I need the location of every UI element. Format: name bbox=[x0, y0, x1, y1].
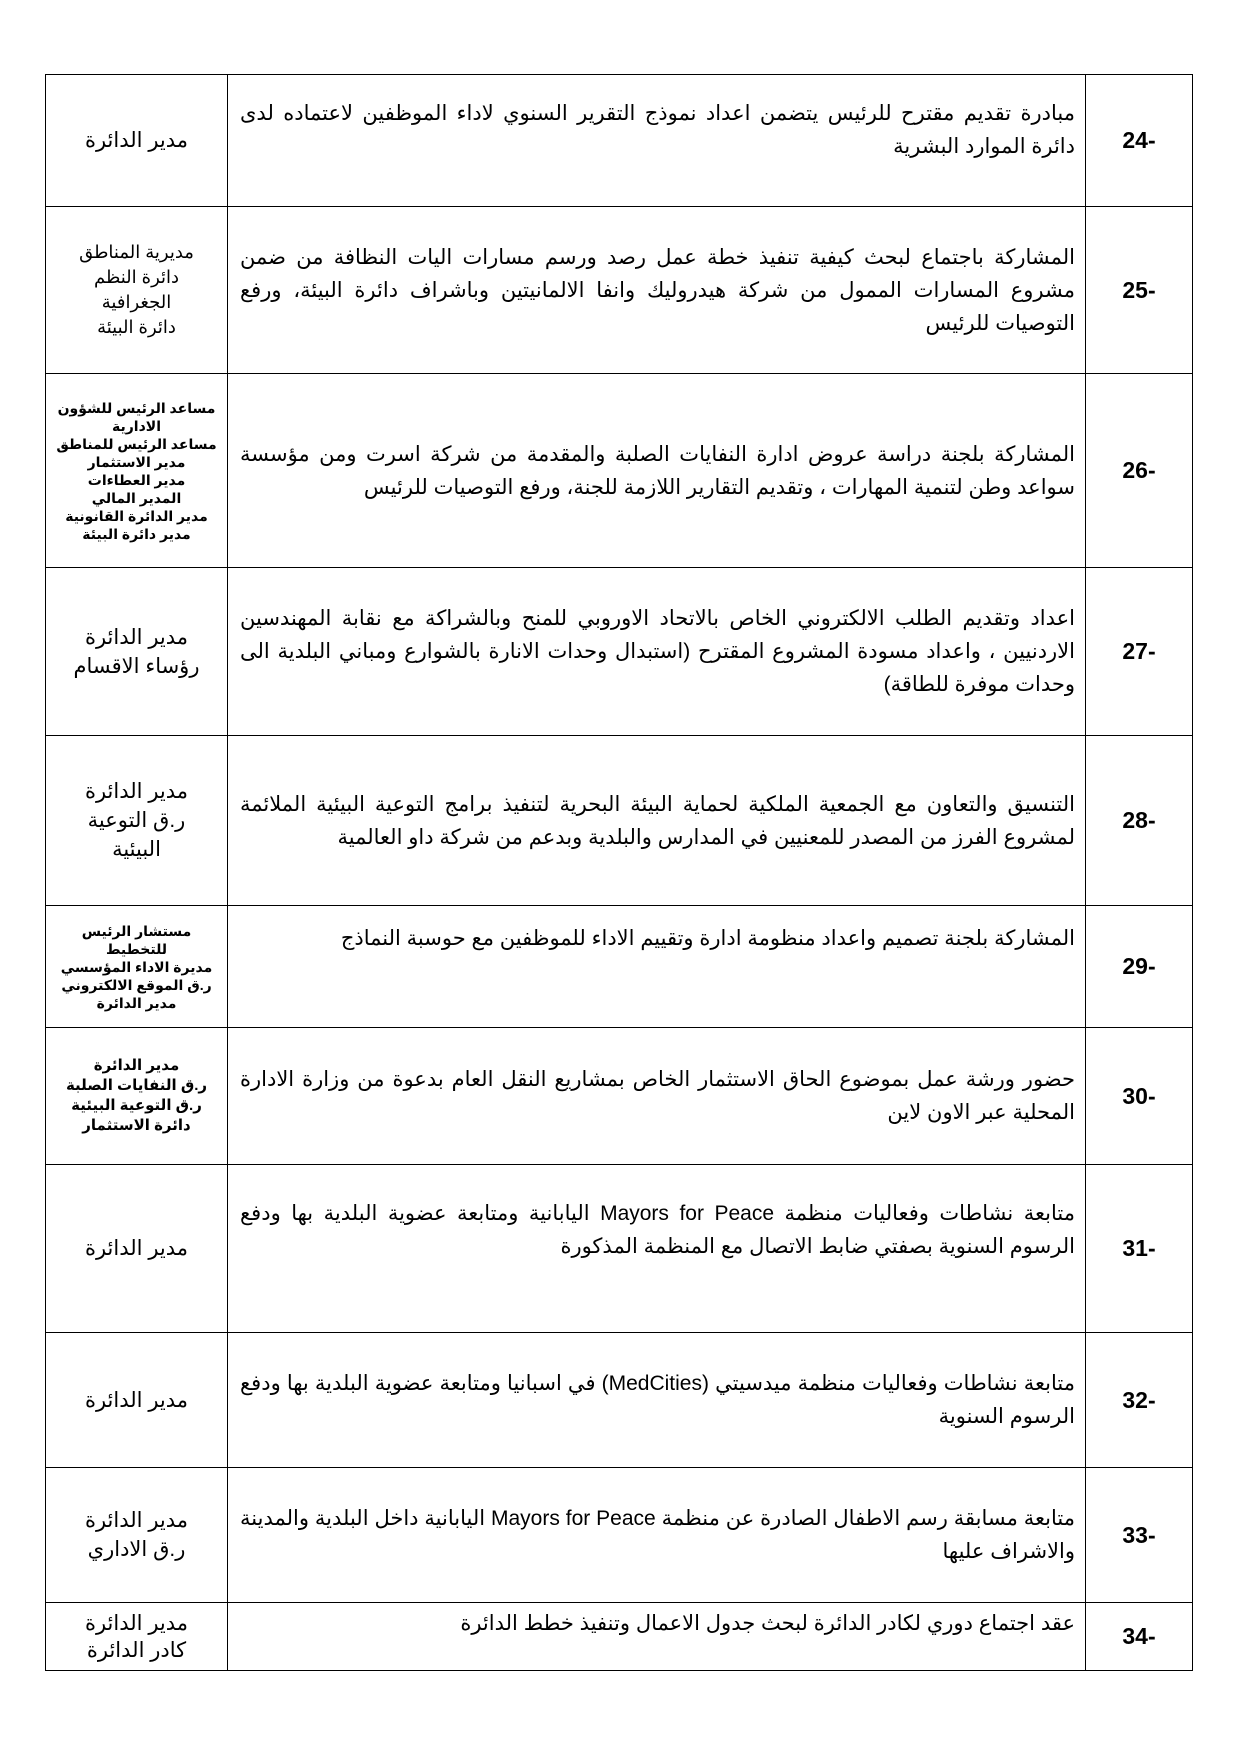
task-number: 34- bbox=[1086, 1603, 1193, 1671]
task-number: 31- bbox=[1086, 1165, 1193, 1333]
owner-line: ر.ق التوعية البيئية bbox=[71, 1097, 202, 1114]
table-row bbox=[46, 1603, 1193, 1671]
task-number: 24- bbox=[1086, 75, 1193, 207]
tasks-table bbox=[45, 74, 1193, 1671]
owner-line: مدير الدائرة bbox=[93, 1057, 180, 1074]
table-row bbox=[46, 1468, 1193, 1603]
owner-line: مديرية المناطق bbox=[79, 242, 194, 262]
responsible-cell bbox=[46, 1333, 228, 1468]
task-description: المشاركة بلجنة دراسة عروض ادارة النفايات الصلبة والمقدمة من شركة اسرت ومن مؤسسة سواعد وطن لتنمية المهارات ، وتقديم التقارير اللازمة للجنة، ورفع التوصيات للرئيس bbox=[228, 374, 1086, 568]
owner-line: مدير الدائرة bbox=[84, 1509, 189, 1532]
owner-line: دائرة الاستثمار bbox=[82, 1117, 191, 1134]
owner-line: ر.ق التوعية bbox=[87, 809, 186, 832]
owner-line: ر.ق الموقع الالكتروني bbox=[61, 976, 212, 993]
table-row bbox=[46, 1333, 1193, 1468]
owner-line: ر.ق النفايات الصلبة bbox=[65, 1077, 208, 1094]
responsible-cell bbox=[46, 1165, 228, 1333]
table-row bbox=[46, 374, 1193, 568]
owner-line: مديرة الاداء المؤسسي bbox=[60, 958, 213, 975]
owner-line: مدير الدائرة القانونية bbox=[65, 507, 208, 524]
table-row bbox=[46, 1028, 1193, 1165]
task-description: عقد اجتماع دوري لكادر الدائرة لبحث جدول الاعمال وتنفيذ خطط الدائرة bbox=[228, 1603, 1086, 1671]
task-number: 33- bbox=[1086, 1468, 1193, 1603]
owner-line: مدير دائرة البيئة bbox=[82, 525, 191, 542]
task-description: اعداد وتقديم الطلب الالكتروني الخاص بالاتحاد الاوروبي للمنح وبالشراكة مع نقابة المهندسين الاردنيين ، واعداد مسودة المشروع المقترح (استبدال وحدات الانارة بالشوارع ومباني البلدية الى وحدات موفرة للطاقة) bbox=[228, 568, 1086, 736]
owner-line: دائرة النظم bbox=[93, 267, 180, 287]
table-row bbox=[46, 1165, 1193, 1333]
owner-line: ر.ق الاداري bbox=[87, 1538, 186, 1561]
responsible-cell bbox=[46, 1603, 228, 1671]
task-description: التنسيق والتعاون مع الجمعية الملكية لحماية البيئة البحرية لتنفيذ برامج التوعية البيئية الملائمة لمشروع الفرز من المصدر للمعنيين في المدارس والبلدية وبدعم من شركة داو العالمية bbox=[228, 736, 1086, 906]
table-row bbox=[46, 736, 1193, 906]
owner-line: الجغرافية bbox=[101, 292, 172, 312]
task-number: 28- bbox=[1086, 736, 1193, 906]
owner-line: مدير الاستثمار bbox=[87, 453, 186, 470]
owner-line: للتخطيط bbox=[105, 940, 168, 957]
responsible-cell bbox=[46, 736, 228, 906]
owner-line: مدير الدائرة bbox=[84, 625, 189, 649]
owner-line: مدير الدائرة bbox=[84, 1237, 189, 1260]
owner-line: مدير الدائرة bbox=[84, 129, 189, 152]
table-row bbox=[46, 568, 1193, 736]
owner-line: المدير المالي bbox=[91, 489, 182, 506]
task-number: 27- bbox=[1086, 568, 1193, 736]
owner-line: مدير الدائرة bbox=[96, 994, 177, 1011]
task-description: حضور ورشة عمل بموضوع الحاق الاستثمار الخاص بمشاريع النقل العام بدعوة من وزارة الادارة المحلية عبر الاون لاين bbox=[228, 1028, 1086, 1165]
task-description: المشاركة باجتماع لبحث كيفية تنفيذ خطة عمل رصد ورسم مسارات اليات النظافة من ضمن مشروع المسارات الممول من شركة هيدروليك وانفا الالمانيتين وباشراف دائرة البيئة، ورفع التوصيات للرئيس bbox=[228, 207, 1086, 374]
responsible-cell bbox=[46, 1468, 228, 1603]
task-description: المشاركة بلجنة تصميم واعداد منظومة ادارة وتقييم الاداء للموظفين مع حوسبة النماذج bbox=[228, 906, 1086, 1028]
owner-line: كادر الدائرة bbox=[86, 1638, 187, 1662]
owner-line: مدير الدائرة bbox=[84, 1611, 189, 1635]
task-description: مبادرة تقديم مقترح للرئيس يتضمن اعداد نموذج التقرير السنوي لاداء الموظفين لاعتماده لدى دائرة الموارد البشرية bbox=[228, 75, 1086, 207]
task-description: متابعة مسابقة رسم الاطفال الصادرة عن منظمة Mayors for Peace اليابانية داخل البلدية والمدينة والاشراف عليها bbox=[228, 1468, 1086, 1603]
responsible-cell bbox=[46, 568, 228, 736]
owner-line: البيئية bbox=[112, 838, 161, 861]
responsible-cell bbox=[46, 75, 228, 207]
task-number: 29- bbox=[1086, 906, 1193, 1028]
owner-line: مستشار الرئيس bbox=[81, 922, 192, 939]
owner-line: مدير الدائرة bbox=[84, 1388, 189, 1412]
owner-line: مدير العطاءات bbox=[87, 471, 186, 488]
owner-line: مساعد الرئيس للشؤون الادارية bbox=[57, 399, 216, 434]
responsible-cell bbox=[46, 1028, 228, 1165]
task-description: متابعة نشاطات وفعاليات منظمة ميدسيتي (MedCities) في اسبانيا ومتابعة عضوية البلدية بها ودفع الرسوم السنوية bbox=[228, 1333, 1086, 1468]
task-number: 30- bbox=[1086, 1028, 1193, 1165]
owner-line: دائرة البيئة bbox=[97, 317, 176, 337]
task-description: متابعة نشاطات وفعاليات منظمة Mayors for Peace اليابانية ومتابعة عضوية البلدية بها ودفع الرسوم السنوية بصفتي ضابط الاتصال مع المنظمة المذكورة bbox=[228, 1165, 1086, 1333]
owner-line: مساعد الرئيس للمناطق bbox=[56, 435, 217, 452]
responsible-cell bbox=[46, 207, 228, 374]
task-number: 26- bbox=[1086, 374, 1193, 568]
task-number: 32- bbox=[1086, 1333, 1193, 1468]
task-number: 25- bbox=[1086, 207, 1193, 374]
owner-line: رؤساء الاقسام bbox=[73, 654, 200, 678]
table-row bbox=[46, 906, 1193, 1028]
table-row bbox=[46, 75, 1193, 207]
table-row bbox=[46, 207, 1193, 374]
responsible-cell bbox=[46, 374, 228, 568]
responsible-cell bbox=[46, 906, 228, 1028]
owner-line: مدير الدائرة bbox=[84, 780, 189, 803]
